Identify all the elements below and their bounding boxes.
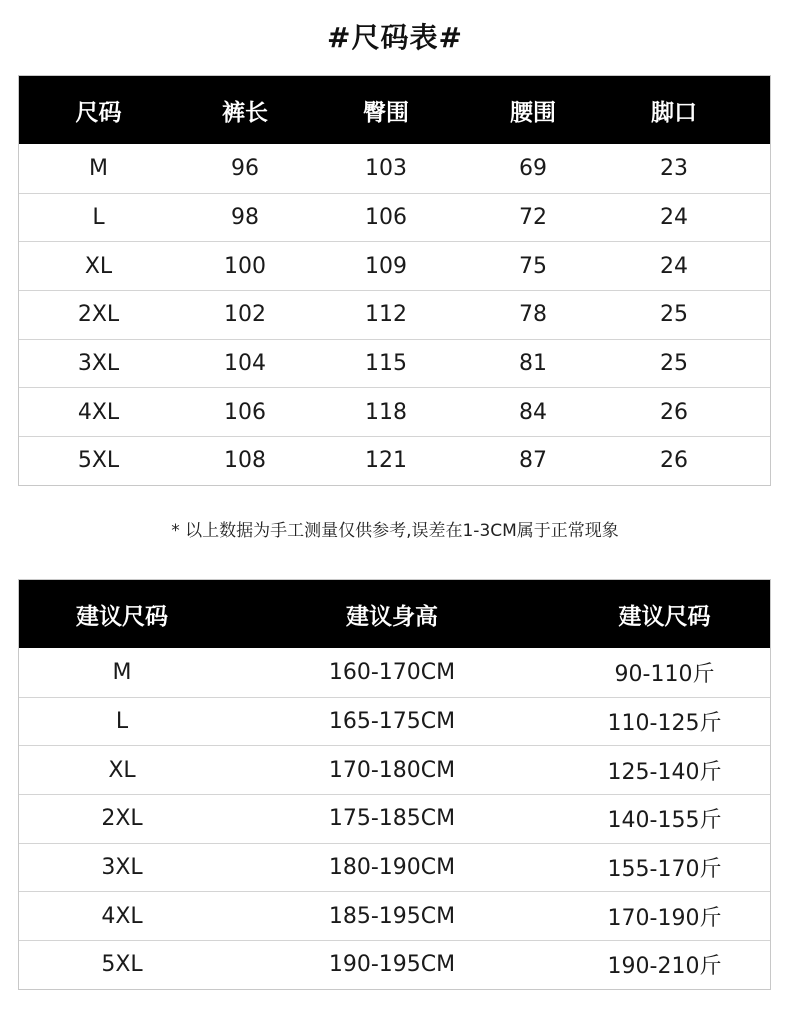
- table-cell: 175-185CM: [328, 806, 456, 832]
- table-cell: 5XL: [101, 952, 143, 978]
- table-row: [19, 387, 770, 436]
- table-cell: 100: [224, 253, 266, 279]
- table-cell: 109: [365, 253, 407, 279]
- table-row: [19, 241, 770, 290]
- table-cell: 170-190斤: [607, 905, 722, 931]
- table-cell: M: [89, 155, 108, 181]
- table-cell: 106: [224, 399, 266, 425]
- table-cell: 3XL: [77, 351, 120, 377]
- table-cell: 69: [519, 155, 547, 181]
- table-cell: 5XL: [77, 448, 120, 474]
- table-cell: 24: [660, 205, 688, 231]
- table-cell: 106: [365, 205, 407, 231]
- table-cell: 112: [365, 302, 407, 328]
- table-cell: 190-210斤: [607, 954, 722, 980]
- table-cell: 108: [224, 448, 266, 474]
- table-row: [19, 697, 770, 746]
- column-header-recommended-height: 建议身高: [346, 603, 438, 630]
- column-header-recommended-size: 建议尺码: [76, 603, 168, 630]
- table-cell: L: [92, 205, 105, 231]
- table-row: [19, 436, 770, 485]
- column-header-hip: 臀围: [363, 99, 409, 126]
- table-cell: 98: [231, 205, 259, 231]
- table-row: [19, 648, 770, 697]
- table-cell: 4XL: [77, 399, 120, 425]
- recommendation-table-header: [19, 580, 770, 648]
- table-cell: 81: [519, 351, 547, 377]
- table-cell: 110-125斤: [607, 711, 722, 737]
- table-row: [19, 290, 770, 339]
- table-cell: M: [112, 659, 132, 685]
- column-header-length: 裤长: [222, 99, 268, 126]
- table-cell: 102: [224, 302, 266, 328]
- table-cell: 170-180CM: [328, 757, 456, 783]
- table-cell: 25: [660, 351, 688, 377]
- measurement-note: * 以上数据为手工测量仅供参考,误差在1-3CM属于正常现象: [171, 521, 619, 541]
- table-cell: 78: [519, 302, 547, 328]
- table-cell: 84: [519, 399, 547, 425]
- table-row: [19, 940, 770, 989]
- table-cell: 4XL: [101, 903, 143, 929]
- column-header-recommended-weight: 建议尺码: [618, 603, 711, 630]
- table-cell: 190-195CM: [328, 952, 456, 978]
- table-cell: 185-195CM: [328, 903, 456, 929]
- column-header-size: 尺码: [75, 99, 122, 126]
- table-row: [19, 339, 770, 388]
- table-cell: 26: [660, 448, 688, 474]
- table-cell: 165-175CM: [328, 709, 456, 735]
- table-row: [19, 843, 770, 892]
- table-cell: 104: [224, 351, 266, 377]
- table-cell: 72: [519, 205, 547, 231]
- page-title: #尺码表#: [327, 21, 463, 54]
- table-cell: 90-110斤: [614, 661, 715, 687]
- table-cell: 121: [365, 448, 407, 474]
- table-row: [19, 193, 770, 242]
- table-cell: 118: [365, 399, 407, 425]
- table-cell: 140-155斤: [607, 808, 722, 834]
- column-header-hem: 脚口: [651, 99, 697, 126]
- table-cell: 24: [660, 253, 688, 279]
- table-row: [19, 794, 770, 843]
- measurement-table-body: [19, 144, 770, 485]
- table-cell: 2XL: [101, 806, 143, 832]
- table-cell: L: [115, 709, 129, 735]
- table-cell: XL: [84, 253, 113, 279]
- table-cell: 3XL: [101, 855, 143, 881]
- table-cell: 2XL: [77, 302, 120, 328]
- table-cell: 160-170CM: [328, 659, 456, 685]
- column-header-waist: 腰围: [510, 99, 556, 126]
- table-cell: 155-170斤: [607, 857, 722, 883]
- table-cell: 115: [365, 351, 407, 377]
- measurement-table-header: [19, 76, 770, 144]
- table-cell: 26: [660, 399, 688, 425]
- table-cell: 25: [660, 302, 688, 328]
- recommendation-table: [18, 579, 771, 990]
- measurement-table: [18, 75, 771, 486]
- table-row: [19, 745, 770, 794]
- recommendation-table-body: [19, 648, 770, 989]
- table-cell: 87: [519, 448, 547, 474]
- table-cell: 75: [519, 253, 547, 279]
- table-cell: 103: [365, 155, 407, 181]
- table-row: [19, 144, 770, 193]
- table-cell: 96: [231, 155, 259, 181]
- table-cell: 125-140斤: [607, 759, 722, 785]
- table-cell: 23: [660, 155, 688, 181]
- table-cell: 180-190CM: [328, 855, 456, 881]
- table-row: [19, 891, 770, 940]
- table-cell: XL: [108, 757, 136, 783]
